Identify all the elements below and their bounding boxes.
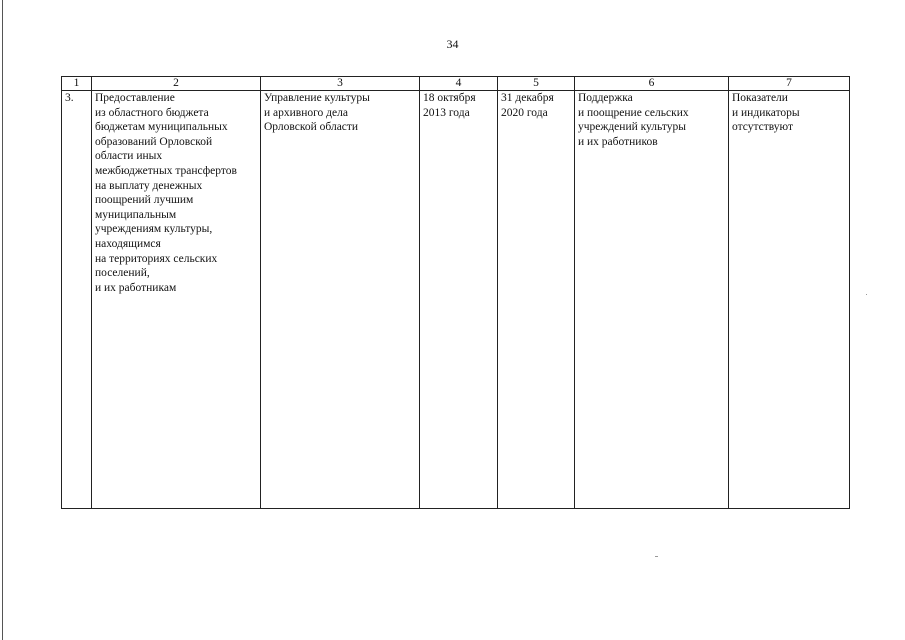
start-date-cell: 18 октября 2013 года — [420, 91, 498, 509]
column-number-row — [62, 77, 850, 91]
column-header-3: 3 — [261, 77, 420, 91]
row-number-cell: 3. — [62, 91, 92, 509]
column-header-1: 1 — [62, 77, 92, 91]
indicators-cell: Показатели и индикаторы отсутствуют — [729, 91, 850, 509]
measure-name-cell: Предоставление из областного бюджета бюджетам муниципальных образований Орловской области иных межбюджетных трансфертов на выплату денежных поощрений лучшим муниципальным учреждениям культуры, находящимся на территориях сельских поселений, и их работникам — [92, 91, 261, 509]
column-header-5: 5 — [498, 77, 575, 91]
executor-cell: Управление культуры и архивного дела Орловской области — [261, 91, 420, 509]
end-date-cell: 31 декабря 2020 года — [498, 91, 575, 509]
expected-result-cell: Поддержка и поощрение сельских учреждений культуры и их работников — [575, 91, 729, 509]
measures-table — [61, 76, 850, 509]
scan-speck — [655, 556, 658, 557]
page-number: 34 — [446, 37, 459, 51]
column-header-2: 2 — [92, 77, 261, 91]
scan-speck — [866, 294, 867, 295]
column-header-6: 6 — [575, 77, 729, 91]
column-header-7: 7 — [729, 77, 850, 91]
page-left-edge — [2, 0, 3, 640]
table-row — [62, 91, 850, 509]
column-header-4: 4 — [420, 77, 498, 91]
